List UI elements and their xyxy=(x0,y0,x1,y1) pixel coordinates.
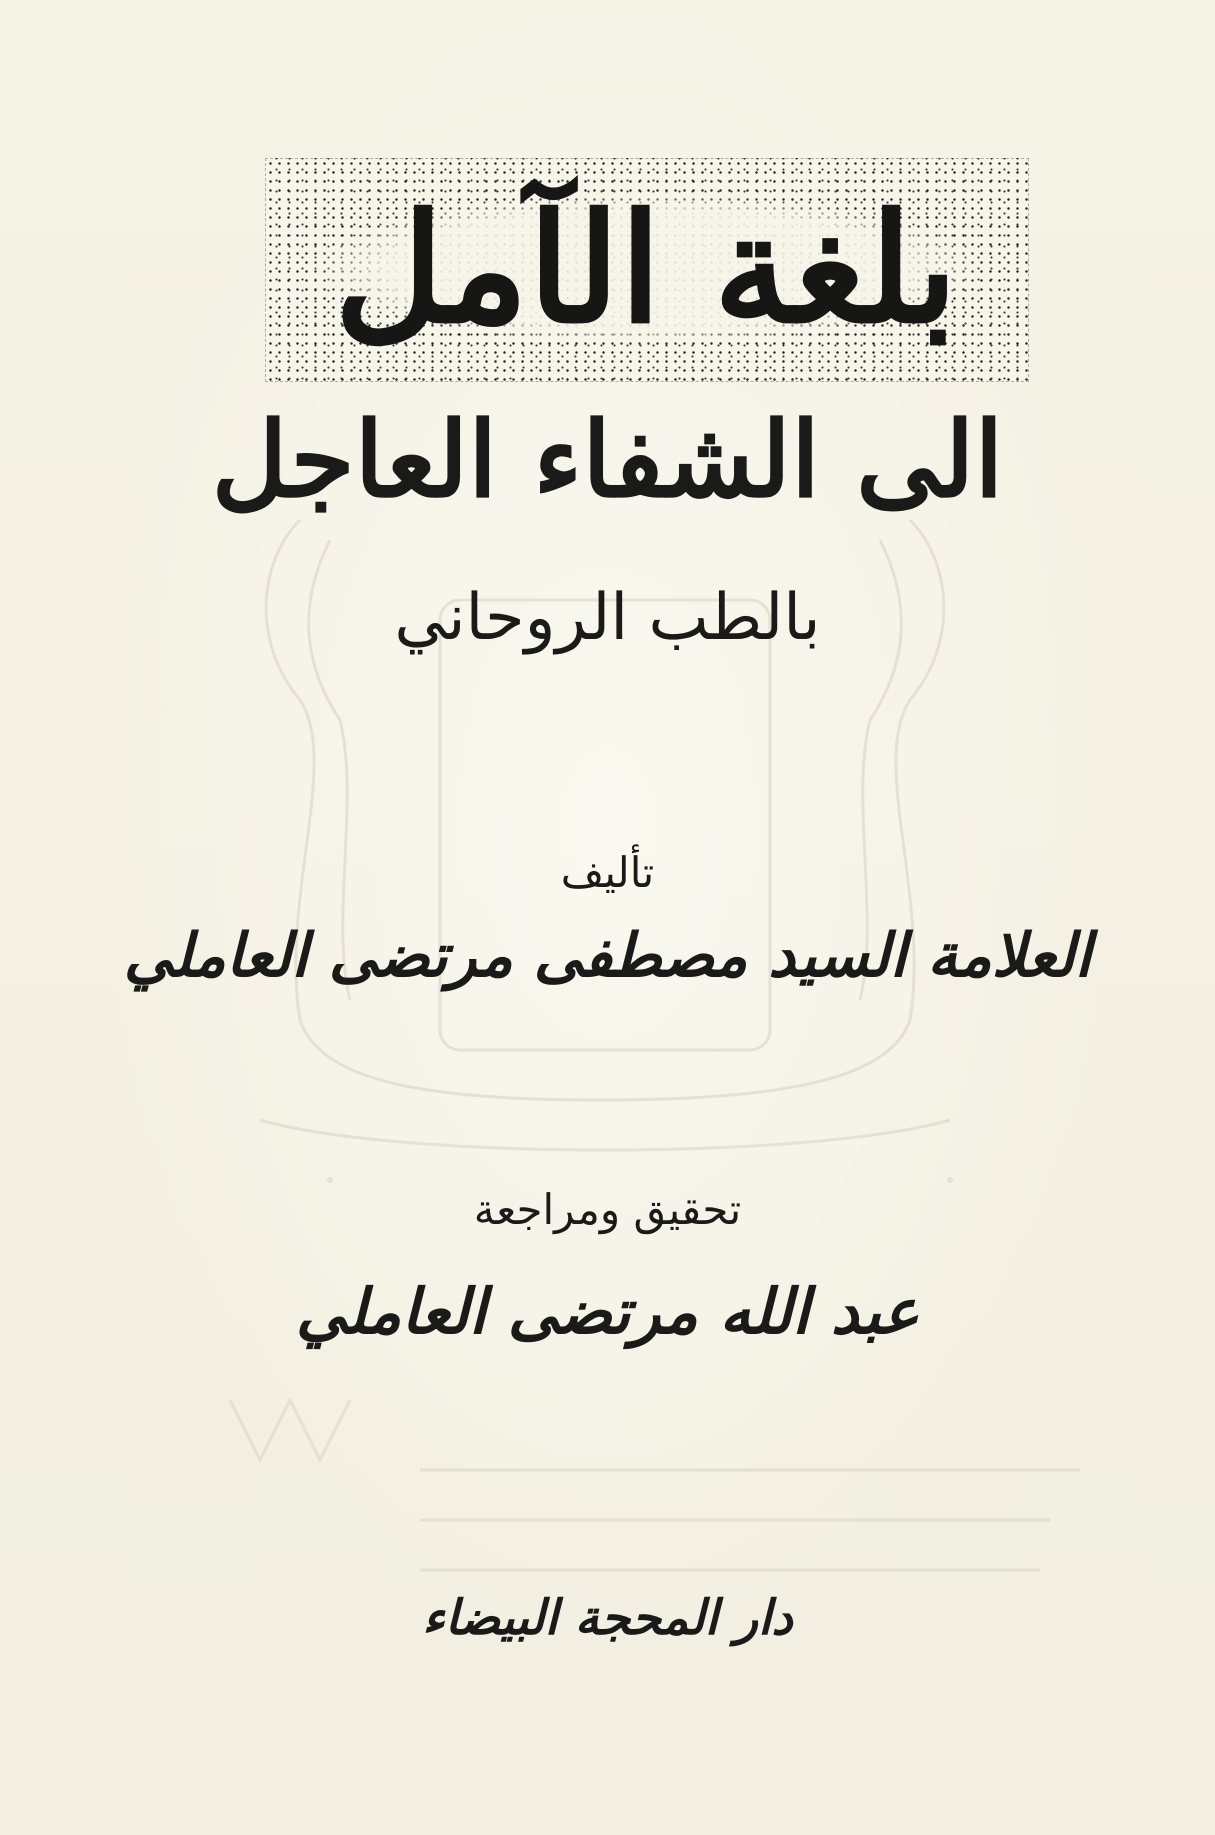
editor-name: عبد الله مرتضى العاملي xyxy=(295,1275,920,1348)
book-title: بلغة الآمل xyxy=(314,194,977,344)
book-title-box xyxy=(265,158,1027,380)
editor-label: تحقيق ومراجعة xyxy=(473,1185,742,1234)
publisher-name: دار المحجة البيضاء xyxy=(422,1590,793,1646)
subtitle-line-2: بالطب الروحاني xyxy=(394,581,821,655)
author-label: تأليف xyxy=(560,848,655,897)
subtitle-line-1: الى الشفاء العاجل xyxy=(211,398,1004,521)
author-name: العلامة السيد مصطفى مرتضى العاملي xyxy=(123,921,1092,991)
